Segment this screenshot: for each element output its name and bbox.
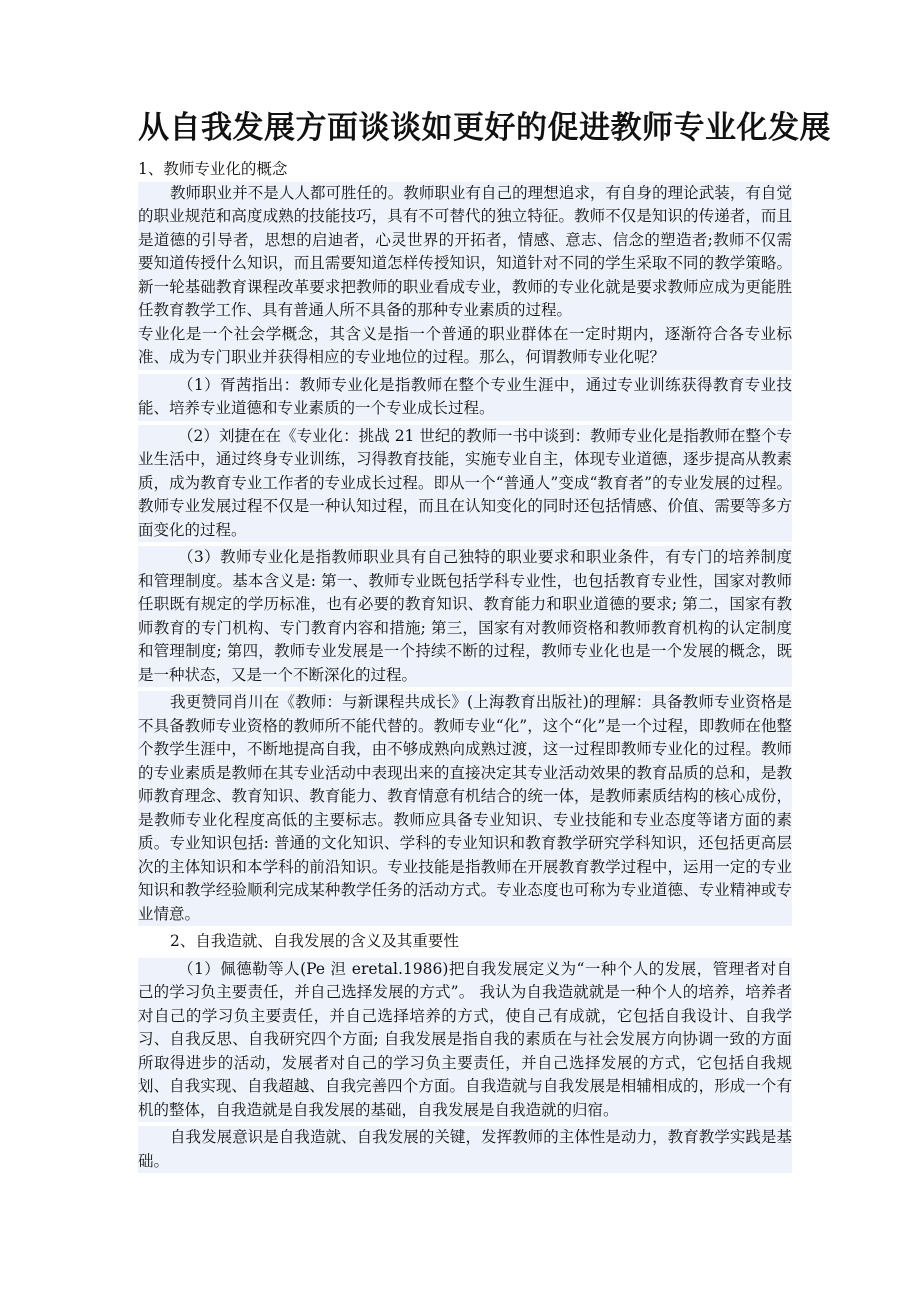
paragraph-teacher-profession: 教师职业并不是人人都可胜任的。教师职业有自己的理想追求，有自身的理论武装，有自觉的职业规范和高度成熟的技能技巧，具有不可替代的独立特征。教师不仅是知识的传递者，而且是道德的引导者，思想的启迪者，心灵世界的开拓者，情感、意志、信念的塑造者;教师不仅需要知道传授什么知识，而且需要知道怎样传授知识，知道针对不同的学生采取不同的教学策略。新一轮基础教育课程改革要求把教师的职业看成专业，教师的专业化就是要求教师应成为更能胜任教育教学工作、具有普通人所不具备的那种专业素质的过程。 [138, 182, 792, 323]
section-1-heading: 1、教师专业化的概念 [138, 160, 288, 178]
paragraph-self-development-key: 自我发展意识是自我造就、自我发展的关键，发挥教师的主体性是动力，教育教学实践是基础。 [138, 1126, 792, 1173]
section-2-heading: 2、自我造就、自我发展的含义及其重要性 [170, 932, 459, 950]
paragraph-self-development-definition: （1）佩德勒等人(Pe 泹 eretal.1986)把自我发展定义为“一种个人的发展，管理者对自己的学习负主要责任，并自己选择发展的方式”。 我认为自我造就就是一种个人的培养，培养者对自己的学习负主要责任，并自己选择培养的方式，使自己有成就，它包括自我设计、自我学习、自我反思、自我研究四个方面; 自我发展是指自我的素质在与社会发展方向协调一致的方面所取得进步的活动，发展者对自己的学习负主要责任，并自己选择发展的方式，它包括自我规划、自我实现、自我超越、自我完善四个方面。自我造就与自我发展是相辅相成的，形成一个有机的整体，自我造就是自我发展的基础，自我发展是自我造就的归宿。 [138, 958, 792, 1123]
document-title: 从自我发展方面谈谈如更好的促进教师专业化发展 [138, 110, 831, 146]
paragraph-author-view: 我更赞同肖川在《教师：与新课程共成长》(上海教育出版社)的理解：具备教师专业资格是不具备教师专业资格的教师所不能代替的。教师专业“化”，这个“化”是一个过程，即教师在他整个教学生涯中，不断地提高自我，由不够成熟向成熟过渡，这一过程即教师专业化的过程。教师的专业素质是教师在其专业活动中表现出来的直接决定其专业活动效果的教育品质的总和，是教师教育理念、教育知识、教育能力、教育情意有机结合的统一体，是教师素质结构的核心成份，是教师专业化程度高低的主要标志。教师应具备专业知识、专业技能和专业态度等诸方面的素质。专业知识包括: 普通的文化知识、学科的专业知识和教育教学研究学科知识，还包括更高层次的主体知识和本学科的前沿知识。专业技能是指教师在开展教育教学过程中，运用一定的专业知识和教学经验顺利完成某种教学任务的活动方式。专业态度也可称为专业道德、专业精神或专业情意。 [138, 691, 792, 926]
paragraph-point-2: （2）刘捷在在《专业化：挑战 21 世纪的教师一书中谈到：教师专业化是指教师在整个专业生活中，通过终身专业训练，习得教育技能，实施专业自主，体现专业道德，逐步提高从教素质，成为教育专业工作者的专业成长过程。即从一个“普通人”变成“教育者”的专业发展的过程。教师专业发展过程不仅是一种认知过程，而且在认知变化的同时还包括情感、价值、需要等多方面变化的过程。 [138, 425, 792, 543]
paragraph-point-1: （1）胥茜指出：教师专业化是指教师在整个专业生涯中，通过专业训练获得教育专业技能、培养专业道德和专业素质的一个专业成长过程。 [138, 374, 792, 421]
paragraph-point-3: （3）教师专业化是指教师职业具有自己独特的职业要求和职业条件，有专门的培养制度和管理制度。基本含义是: 第一、教师专业既包括学科专业性，也包括教育专业性，国家对教师任职既有规定的学历标准，也有必要的教育知识、教育能力和职业道德的要求; 第二，国家有教师教育的专门机构、专门教育内容和措施; 第三，国家有对教师资格和教师教育机构的认定制度和管理制度; 第四，教师专业发展是一个持续不断的过程，教师专业化也是一个发展的概念，既是一种状态，又是一个不断深化的过程。 [138, 546, 792, 687]
paragraph-professionalization-definition: 专业化是一个社会学概念，其含义是指一个普通的职业群体在一定时期内，逐渐符合各专业标准、成为专门职业并获得相应的专业地位的过程。那么，何谓教师专业化呢？ [138, 323, 792, 370]
